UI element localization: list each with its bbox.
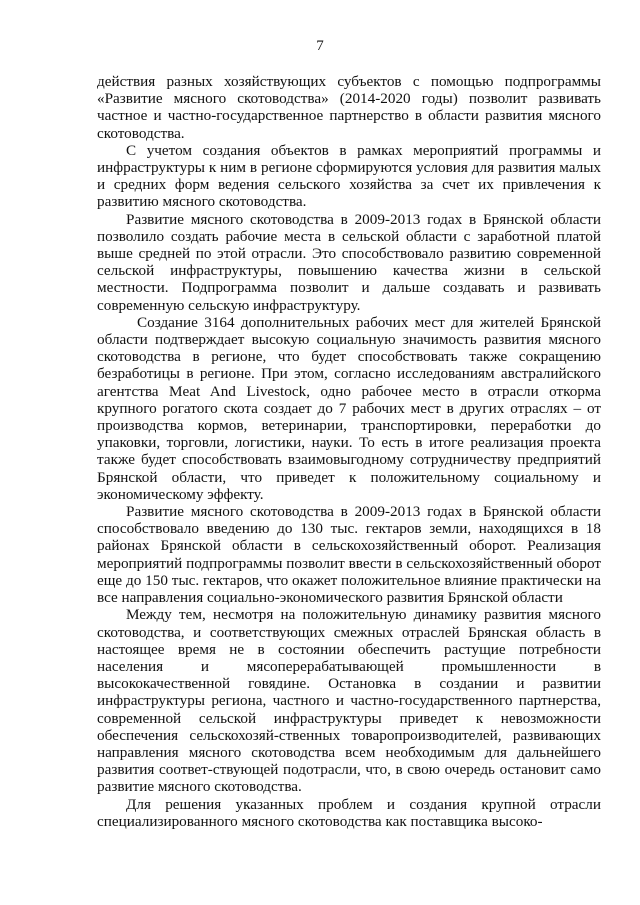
paragraph-6: Между тем, несмотря на положительную динамику развития мясного скотоводства, и соответствующих смежных отраслей Брянская область в настоящее время не в состоянии обеспечить растущие потребности населения и мясоперерабатывающей промышленности в высококачественной говядине. Остановка в создании и развитии инфраструктуры региона, частного и частно-государственного партнерства, современной сельской инфраструктуры приведет к невозможности обеспечения сельскохозяй-ственных товаропроизводителей, развивающих направления мясного скотоводства всем необходимым для дальнейшего развития соответ-ствующей подотрасли, что, в свою очередь остановит само развитие мясного скотоводства. — [97, 606, 601, 796]
paragraph-7: Для решения указанных проблем и создания крупной отрасли специализированного мясного скотоводства как поставщика высоко- — [97, 795, 601, 830]
paragraph-2: С учетом создания объектов в рамках мероприятий программы и инфраструктуры к ним в регионе сформируются условия для развития малых и средних форм ведения сельского хозяйства за счет их привлечения к развитию мясного скотоводства. — [97, 141, 601, 211]
paragraph-5: Развитие мясного скотоводства в 2009-2013 годах в Брянской области способствовало введению до 130 тыс. гектаров земли, находящихся в 18 районах Брянской области в сельскохозяйственный оборот. Реализация мероприятий подпрограммы позволит ввести в сельскохозяйственный оборот еще до 150 тыс. гектаров, что окажет положительное влияние практически на все направления социально-экономического развития Брянской области — [97, 503, 601, 607]
paragraph-3: Развитие мясного скотоводства в 2009-2013 годах в Брянской области позволило создать рабочие места в сельской области с заработной платой выше средней по этой отрасли. Это способствовало развитию современной сельской инфраструктуры, повышению качества жизни в сельской местности. Подпрограмма позволит и дальше создавать и развивать современную сельскую инфраструктуру. — [97, 210, 601, 314]
page-body — [97, 73, 601, 830]
paragraph-1: действия разных хозяйствующих субъектов с помощью подпрограммы «Развитие мясного скотоводства» (2014-2020 годы) позволит развивать частное и частно-государственное партнерство в области развития мясного скотоводства. — [97, 73, 601, 142]
paragraph-4: Создание 3164 дополнительных рабочих мест для жителей Брянской области подтверждает высокую социальную значимость развития мясного скотоводства в регионе, что будет способствовать также сокращению безработицы в регионе. При этом, согласно исследованиям австралийского агентства Meat And Livestock, одно рабочее место в отрасли откорма крупного рогатого скота создает до 7 рабочих мест в других отраслях – от производства кормов, ветеринарии, транспортировки, переработки до упаковки, торговли, логистики, науки. То есть в итоге реализация проекта также будет способствовать взаимовыгодному сотрудничеству предприятий Брянской области, что приведет к положительному социальному и экономическому эффекту. — [97, 313, 601, 503]
page-number: 7 — [316, 38, 324, 54]
